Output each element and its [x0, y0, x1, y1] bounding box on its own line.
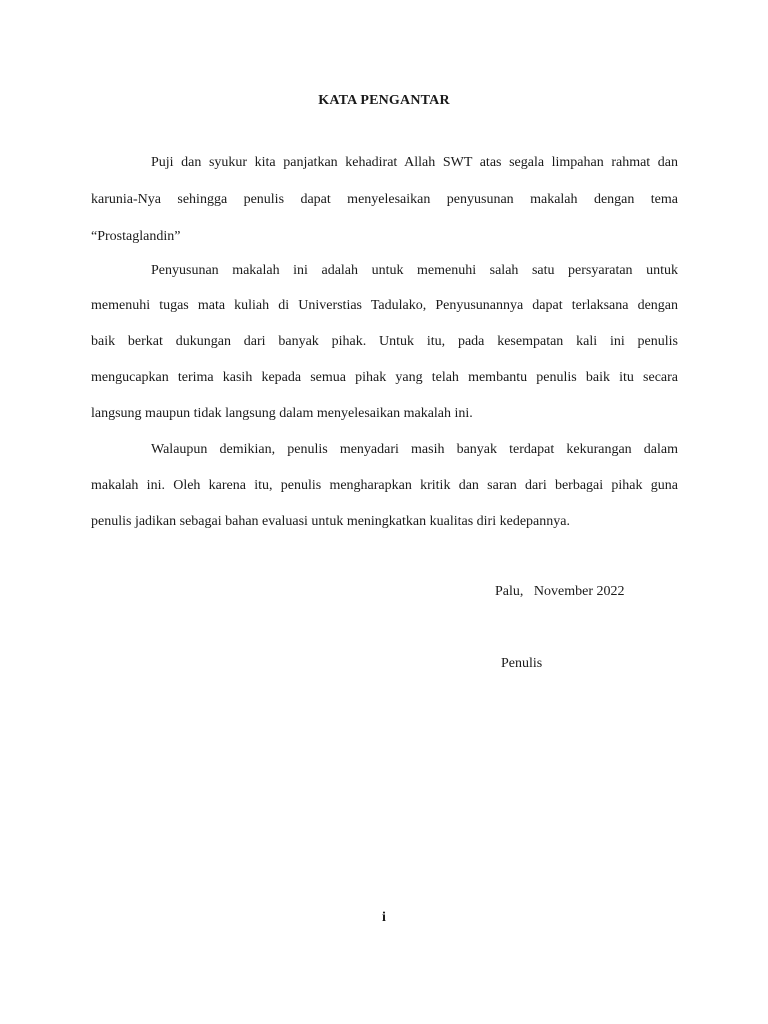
paragraph-line: karunia-Nya sehingga penulis dapat menyelesaikan penyusunan makalah dengan tema [91, 192, 678, 207]
paragraph-line: Penyusunan makalah ini adalah untuk memenuhi salah satu persyaratan untuk [151, 263, 678, 278]
paragraph-line: langsung maupun tidak langsung dalam menyelesaikan makalah ini. [91, 406, 473, 421]
place-date: Palu, November 2022 [495, 584, 625, 599]
paragraph-line: Puji dan syukur kita panjatkan kehadirat Allah SWT atas segala limpahan rahmat dan [151, 155, 678, 170]
paragraph-line: baik berkat dukungan dari banyak pihak. Untuk itu, pada kesempatan kali ini penulis [91, 334, 678, 349]
paragraph-line: mengucapkan terima kasih kepada semua pihak yang telah membantu penulis baik itu secara [91, 370, 678, 385]
paragraph-line: penulis jadikan sebagai bahan evaluasi untuk meningkatkan kualitas diri kedepannya. [91, 514, 570, 529]
paragraph-line: makalah ini. Oleh karena itu, penulis mengharapkan kritik dan saran dari berbagai pihak guna [91, 478, 678, 493]
paragraph-line: Walaupun demikian, penulis menyadari masih banyak terdapat kekurangan dalam [151, 442, 678, 457]
signature-name: Penulis [501, 656, 543, 671]
page-number: i [382, 910, 386, 925]
paragraph-line: memenuhi tugas mata kuliah di Universtias Tadulako, Penyusunannya dapat terlaksana dengan [91, 298, 678, 313]
paragraph-line: “Prostaglandin” [91, 229, 181, 244]
page-title: KATA PENGANTAR [318, 93, 450, 108]
